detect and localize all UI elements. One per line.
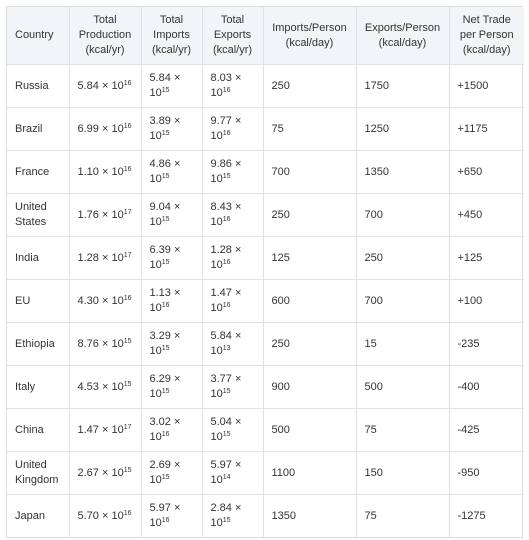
cell-total-exports-mantissa: 1.47 — [210, 287, 232, 299]
cell-total-production: $4.53 \times 10^{15}$ — [69, 366, 141, 409]
cell-exports-per-person — [356, 280, 449, 323]
cell-total-imports-base: 10 — [149, 345, 162, 357]
cell-exports-per-person — [356, 495, 449, 538]
table-row — [7, 237, 524, 280]
cell-total-exports-exponent: 15 — [222, 173, 231, 180]
header-total-production: Total Production (kcal/yr) — [69, 7, 141, 65]
cell-exports-per-person-value: 700 — [364, 208, 383, 221]
cell-exports-per-person — [356, 237, 449, 280]
cell-country — [7, 237, 69, 280]
cell-net-trade-per-person-value: +125 — [457, 251, 483, 264]
cell-net-trade-per-person-value: -425 — [457, 423, 480, 436]
cell-total-imports: 4.86 × $10^{15}$ — [141, 151, 202, 194]
cell-total-imports-mantissa: 2.69 — [149, 459, 171, 471]
cell-imports-per-person-value: 250 — [271, 208, 290, 221]
cell-total-exports-base: 10 — [210, 87, 223, 99]
cell-exports-per-person — [356, 452, 449, 495]
cell-total-imports-base: 10 — [149, 517, 162, 529]
table-body — [7, 65, 524, 538]
cell-total-exports-mantissa: 8.43 — [210, 201, 232, 213]
cell-net-trade-per-person-value: +100 — [457, 294, 483, 307]
cell-total-exports: 1.47 × $10^{16}$ — [202, 280, 263, 323]
cell-total-production: $1.28 \times 10^{17}$ — [69, 237, 141, 280]
cell-country-value: India — [15, 251, 39, 264]
cell-total-exports-base: 10 — [210, 517, 223, 529]
cell-exports-per-person-value: 1250 — [364, 122, 389, 135]
cell-total-exports-exponent: 16 — [222, 302, 231, 309]
cell-total-production-mantissa: 5.84 — [77, 79, 99, 92]
cell-total-exports-exponent: 16 — [222, 87, 231, 94]
cell-country — [7, 409, 69, 452]
table-row — [7, 366, 524, 409]
cell-total-imports-mantissa: 6.29 — [149, 373, 171, 385]
table-row — [7, 151, 524, 194]
cell-total-production-exponent: 16 — [123, 165, 132, 173]
cell-total-imports-mantissa: 5.84 — [149, 72, 171, 84]
cell-country — [7, 108, 69, 151]
cell-imports-per-person — [263, 452, 356, 495]
cell-total-imports: 5.97 × $10^{16}$ — [141, 495, 202, 538]
cell-total-imports-base: 10 — [149, 87, 162, 99]
cell-exports-per-person — [356, 366, 449, 409]
cell-total-exports: 5.84 × $10^{13}$ — [202, 323, 263, 366]
cell-total-exports-mantissa: 9.86 — [210, 158, 232, 170]
cell-net-trade-per-person — [449, 108, 524, 151]
cell-total-imports-mantissa: 4.86 — [149, 158, 171, 170]
cell-net-trade-per-person-value: -235 — [457, 337, 480, 350]
cell-total-imports-exponent: 15 — [161, 259, 170, 266]
cell-total-imports-base: 10 — [149, 130, 162, 142]
cell-total-exports-mantissa: 1.28 — [210, 244, 232, 256]
cell-total-imports-mantissa: 1.13 — [149, 287, 171, 299]
cell-country — [7, 366, 69, 409]
cell-total-exports-exponent: 16 — [222, 130, 231, 137]
cell-total-imports-exponent: 15 — [161, 474, 170, 481]
cell-total-imports-exponent: 16 — [161, 517, 170, 524]
cell-exports-per-person-value: 15 — [364, 337, 377, 350]
cell-total-exports-mantissa: 5.84 — [210, 330, 232, 342]
cell-total-production-base: 10 — [111, 79, 124, 92]
cell-total-exports-base: 10 — [210, 431, 223, 443]
cell-total-exports-base: 10 — [210, 173, 223, 185]
cell-total-exports: 2.84 × $10^{15}$ — [202, 495, 263, 538]
cell-total-production-mantissa: 5.70 — [77, 509, 99, 522]
cell-total-imports: 3.29 × $10^{15}$ — [141, 323, 202, 366]
cell-total-exports-base: 10 — [210, 259, 223, 271]
table-row — [7, 65, 524, 108]
cell-total-exports: 9.77 × $10^{16}$ — [202, 108, 263, 151]
header-country: Country — [7, 7, 69, 65]
cell-total-imports-base: 10 — [149, 388, 162, 400]
cell-net-trade-per-person-value: +1500 — [457, 79, 489, 92]
cell-net-trade-per-person — [449, 65, 524, 108]
cell-net-trade-per-person — [449, 452, 524, 495]
cell-total-production-exponent: 17 — [123, 208, 132, 216]
cell-total-imports-base: 10 — [149, 302, 162, 314]
cell-imports-per-person — [263, 323, 356, 366]
cell-imports-per-person — [263, 409, 356, 452]
cell-total-production-mantissa: 4.30 — [77, 294, 99, 307]
cell-total-imports-base: 10 — [149, 474, 162, 486]
cell-total-exports-base: 10 — [210, 216, 223, 228]
cell-total-imports-exponent: 15 — [161, 216, 170, 223]
cell-total-exports-exponent: 15 — [222, 431, 231, 438]
cell-total-imports-exponent: 16 — [161, 302, 170, 309]
cell-total-production-base: 10 — [111, 380, 124, 393]
cell-imports-per-person — [263, 151, 356, 194]
cell-net-trade-per-person-value: +1175 — [457, 122, 488, 135]
cell-exports-per-person-value: 75 — [364, 509, 377, 522]
cell-total-production-mantissa: 1.76 — [77, 208, 99, 221]
cell-total-production: $5.84 \times 10^{16}$ — [69, 65, 141, 108]
cell-total-production-exponent: 16 — [123, 294, 132, 302]
cell-total-imports: 6.29 × $10^{15}$ — [141, 366, 202, 409]
cell-total-production-exponent: 16 — [123, 122, 132, 130]
cell-net-trade-per-person — [449, 194, 524, 237]
cell-total-exports-exponent: 13 — [222, 345, 231, 352]
cell-country-value: Italy — [15, 380, 36, 393]
cell-total-imports-exponent: 15 — [161, 173, 170, 180]
cell-imports-per-person-value: 500 — [271, 423, 290, 436]
cell-total-exports: 5.97 × $10^{14}$ — [202, 452, 263, 495]
cell-total-production-base: 10 — [111, 294, 124, 307]
cell-imports-per-person-value: 1100 — [271, 466, 296, 479]
cell-total-imports: 1.13 × $10^{16}$ — [141, 280, 202, 323]
cell-total-production-base: 10 — [111, 337, 124, 350]
cell-total-exports: 8.03 × $10^{16}$ — [202, 65, 263, 108]
cell-total-production: $2.67 \times 10^{15}$ — [69, 452, 141, 495]
cell-imports-per-person-value: 600 — [271, 294, 290, 307]
cell-country-value: EU — [15, 294, 31, 307]
cell-total-exports-exponent: 15 — [222, 388, 231, 395]
cell-total-imports-mantissa: 5.97 — [149, 502, 171, 514]
cell-total-production-mantissa: 1.28 — [77, 251, 99, 264]
cell-imports-per-person-value: 250 — [271, 79, 290, 92]
cell-total-imports: 5.84 × $10^{15}$ — [141, 65, 202, 108]
cell-total-production-base: 10 — [111, 509, 124, 522]
cell-total-exports-exponent: 16 — [222, 259, 231, 266]
cell-total-exports-mantissa: 5.97 — [210, 459, 232, 471]
cell-imports-per-person-value: 125 — [271, 251, 290, 264]
table-row — [7, 108, 524, 151]
cell-exports-per-person-value: 1750 — [364, 79, 389, 92]
cell-net-trade-per-person — [449, 280, 524, 323]
food-trade-table-container — [6, 6, 523, 538]
cell-total-imports-base: 10 — [149, 259, 162, 271]
cell-total-imports-exponent: 15 — [161, 345, 170, 352]
cell-total-exports: 8.43 × $10^{16}$ — [202, 194, 263, 237]
cell-exports-per-person-value: 150 — [364, 466, 383, 479]
cell-total-exports-exponent: 15 — [222, 517, 231, 524]
cell-total-exports-mantissa: 2.84 — [210, 502, 232, 514]
cell-exports-per-person — [356, 108, 449, 151]
cell-net-trade-per-person-value: +450 — [457, 208, 483, 221]
header-total-exports: Total Exports (kcal/yr) — [202, 7, 263, 65]
cell-total-imports-base: 10 — [149, 216, 162, 228]
cell-total-production-base: 10 — [111, 208, 124, 221]
cell-total-production: $8.76 \times 10^{15}$ — [69, 323, 141, 366]
cell-imports-per-person-value: 900 — [271, 380, 290, 393]
cell-country — [7, 65, 69, 108]
cell-country — [7, 495, 69, 538]
cell-country — [7, 151, 69, 194]
cell-exports-per-person-value: 250 — [364, 251, 383, 264]
cell-total-imports: 3.02 × $10^{16}$ — [141, 409, 202, 452]
cell-exports-per-person-value: 500 — [364, 380, 383, 393]
cell-total-production-base: 10 — [111, 165, 124, 178]
cell-total-production: $1.76 \times 10^{17}$ — [69, 194, 141, 237]
cell-total-production-mantissa: 6.99 — [77, 122, 99, 135]
cell-total-production-mantissa: 2.67 — [77, 466, 99, 479]
cell-total-imports: 9.04 × $10^{15}$ — [141, 194, 202, 237]
cell-total-exports-base: 10 — [210, 345, 223, 357]
cell-exports-per-person — [356, 194, 449, 237]
header-exports-per-person: Exports/Person (kcal/day) — [356, 7, 449, 65]
cell-total-production-exponent: 17 — [123, 251, 132, 259]
cell-country-value: Japan — [15, 509, 45, 522]
table-row — [7, 452, 524, 495]
cell-net-trade-per-person — [449, 237, 524, 280]
cell-imports-per-person — [263, 65, 356, 108]
cell-exports-per-person — [356, 151, 449, 194]
cell-total-production-base: 10 — [111, 423, 124, 436]
cell-total-exports: 1.28 × $10^{16}$ — [202, 237, 263, 280]
header-row — [7, 7, 524, 65]
cell-total-imports-base: 10 — [149, 431, 162, 443]
cell-net-trade-per-person-value: +650 — [457, 165, 483, 178]
cell-total-exports-exponent: 16 — [222, 216, 231, 223]
cell-imports-per-person-value: 1350 — [271, 509, 296, 522]
cell-net-trade-per-person-value: -1275 — [457, 509, 486, 522]
cell-total-imports-mantissa: 9.04 — [149, 201, 171, 213]
cell-total-production-mantissa: 1.47 — [77, 423, 99, 436]
cell-total-production-base: 10 — [111, 251, 124, 264]
cell-exports-per-person-value: 700 — [364, 294, 383, 307]
cell-total-imports-mantissa: 6.39 — [149, 244, 171, 256]
cell-total-exports: 3.77 × $10^{15}$ — [202, 366, 263, 409]
cell-country — [7, 280, 69, 323]
cell-total-exports: 5.04 × $10^{15}$ — [202, 409, 263, 452]
cell-total-imports: 3.89 × $10^{15}$ — [141, 108, 202, 151]
cell-total-imports-mantissa: 3.29 — [149, 330, 171, 342]
cell-net-trade-per-person-value: -400 — [457, 380, 480, 393]
cell-total-imports: 6.39 × $10^{15}$ — [141, 237, 202, 280]
cell-total-production-mantissa: 1.10 — [77, 165, 99, 178]
cell-total-production-base: 10 — [111, 466, 124, 479]
header-net-trade-per-person: Net Trade per Person (kcal/day) — [449, 7, 524, 65]
cell-imports-per-person — [263, 280, 356, 323]
cell-total-exports-mantissa: 9.77 — [210, 115, 232, 127]
cell-total-production-mantissa: 8.76 — [77, 337, 99, 350]
cell-country-value: China — [15, 423, 44, 436]
cell-imports-per-person-value: 250 — [271, 337, 290, 350]
cell-exports-per-person-value: 1350 — [364, 165, 389, 178]
cell-country-value: United Kingdom — [15, 459, 59, 486]
cell-total-production-base: 10 — [111, 122, 124, 135]
cell-net-trade-per-person — [449, 366, 524, 409]
cell-total-exports-mantissa: 3.77 — [210, 373, 232, 385]
cell-country-value: Russia — [15, 79, 49, 92]
cell-total-production: $6.99 \times 10^{16}$ — [69, 108, 141, 151]
cell-total-exports: 9.86 × $10^{15}$ — [202, 151, 263, 194]
cell-net-trade-per-person-value: -950 — [457, 466, 480, 479]
cell-net-trade-per-person — [449, 409, 524, 452]
cell-total-production-mantissa: 4.53 — [77, 380, 99, 393]
cell-total-exports-base: 10 — [210, 388, 223, 400]
cell-total-imports-mantissa: 3.02 — [149, 416, 171, 428]
cell-imports-per-person — [263, 237, 356, 280]
cell-imports-per-person-value: 700 — [271, 165, 290, 178]
cell-country-value: Brazil — [15, 122, 43, 135]
cell-total-production: $1.10 \times 10^{16}$ — [69, 151, 141, 194]
cell-country-value: Ethiopia — [15, 337, 55, 350]
cell-total-exports-base: 10 — [210, 474, 223, 486]
cell-country — [7, 452, 69, 495]
cell-exports-per-person-value: 75 — [364, 423, 377, 436]
cell-total-production-exponent: 15 — [123, 380, 132, 388]
cell-total-exports-mantissa: 5.04 — [210, 416, 232, 428]
cell-country — [7, 194, 69, 237]
cell-total-production: $4.30 \times 10^{16}$ — [69, 280, 141, 323]
cell-total-production-exponent: 15 — [123, 337, 132, 345]
table-row — [7, 323, 524, 366]
cell-imports-per-person — [263, 194, 356, 237]
cell-total-production-exponent: 15 — [123, 466, 132, 474]
cell-exports-per-person — [356, 409, 449, 452]
cell-total-production: $5.70 \times 10^{16}$ — [69, 495, 141, 538]
cell-total-imports-exponent: 15 — [161, 87, 170, 94]
cell-country-value: United States — [15, 201, 47, 228]
cell-imports-per-person — [263, 366, 356, 409]
cell-net-trade-per-person — [449, 495, 524, 538]
cell-total-production-exponent: 16 — [123, 79, 132, 87]
cell-total-imports: 2.69 × $10^{15}$ — [141, 452, 202, 495]
table-row — [7, 409, 524, 452]
cell-total-production-exponent: 17 — [123, 423, 132, 431]
cell-total-imports-exponent: 15 — [161, 130, 170, 137]
cell-exports-per-person — [356, 323, 449, 366]
table-row — [7, 280, 524, 323]
cell-total-imports-base: 10 — [149, 173, 162, 185]
cell-imports-per-person — [263, 108, 356, 151]
cell-total-production-exponent: 16 — [123, 509, 132, 517]
cell-total-imports-mantissa: 3.89 — [149, 115, 171, 127]
cell-net-trade-per-person — [449, 151, 524, 194]
cell-imports-per-person — [263, 495, 356, 538]
food-trade-table — [7, 7, 524, 537]
cell-total-production: $1.47 \times 10^{17}$ — [69, 409, 141, 452]
cell-total-exports-base: 10 — [210, 302, 223, 314]
cell-imports-per-person-value: 75 — [271, 122, 284, 135]
cell-total-exports-mantissa: 8.03 — [210, 72, 232, 84]
cell-net-trade-per-person — [449, 323, 524, 366]
header-total-imports: Total Imports (kcal/yr) — [141, 7, 202, 65]
cell-country — [7, 323, 69, 366]
cell-total-imports-exponent: 16 — [161, 431, 170, 438]
cell-total-exports-exponent: 14 — [222, 474, 231, 481]
table-row — [7, 495, 524, 538]
table-row — [7, 194, 524, 237]
cell-exports-per-person — [356, 65, 449, 108]
cell-total-imports-exponent: 15 — [161, 388, 170, 395]
cell-total-exports-base: 10 — [210, 130, 223, 142]
cell-country-value: France — [15, 165, 50, 178]
header-imports-per-person: Imports/Person (kcal/day) — [263, 7, 356, 65]
